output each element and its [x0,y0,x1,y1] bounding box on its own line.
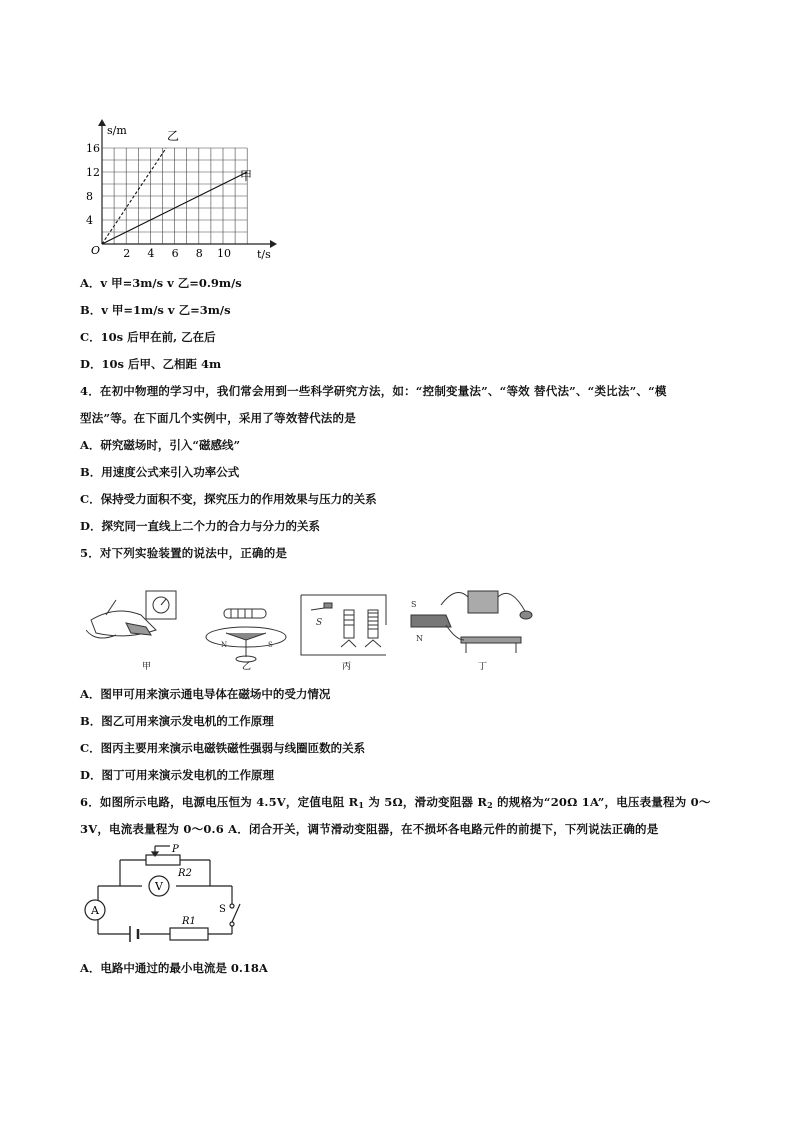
q5-option-c: C．图丙主要用来演示电磁铁磁性强弱与线圈匝数的关系 [80,741,366,755]
q6-stem-part2: 为 5Ω，滑动变阻器 R [364,795,488,809]
svg-text:S: S [316,618,323,628]
q5-option-a: A．图甲可用来演示通电导体在磁场中的受力情况 [80,687,331,701]
figure-yi [206,609,286,662]
q6-option-a: A．电路中通过的最小电流是 0.18A [80,961,268,975]
y-tick-label: 12 [86,166,100,179]
q4-option-d: D．探究同一直线上二个力的合力与分力的关系 [80,519,320,533]
q6-stem-part3: 的规格为“20Ω 1A”，电压表量程为 0～ [492,795,711,809]
svg-text:S: S [268,641,273,649]
voltmeter-label: V [155,880,163,893]
q4-stem-line1: 4．在初中物理的学习中，我们常会用到一些科学研究方法，如：“控制变量法”、“等效 替代法”、“类比法”、“模 [80,384,667,398]
x-axis-label: t/s [257,248,271,261]
svg-text:S: S [411,600,417,609]
y-tick-label: 16 [86,142,100,155]
svg-text:N: N [416,634,423,643]
graph-grid [102,148,247,244]
figure-ding [411,591,532,653]
y-tick-label: 4 [86,214,93,227]
x-tick-label: 8 [195,247,203,260]
y-tick-labels [86,142,100,227]
ammeter-label: A [91,904,99,917]
y-tick-label: 8 [86,190,93,203]
figure-jia [86,591,176,638]
figure-label-ding: 丁 [478,662,488,670]
q5-apparatus-figures [86,585,556,670]
svg-text:N: N [221,641,228,649]
slider-label-p: P [172,844,179,855]
x-tick-labels [123,247,231,260]
q5-option-b: B．图乙可用来演示发电机的工作原理 [80,714,274,728]
resistor-label-r2: R2 [178,868,192,879]
q6-circuit-diagram [80,842,245,952]
figure-label-jia: 甲 [142,662,152,670]
x-tick-label: 4 [147,247,155,260]
q4-option-c: C．保持受力面积不变，探究压力的作用效果与压力的关系 [80,492,377,506]
r1-subscript: 1 [358,800,365,810]
q4-option-b: B．用速度公式来引入功率公式 [80,465,240,479]
q4-option-a: A．研究磁场时，引入“磁感线” [80,438,241,452]
q5-option-d: D．图丁可用来演示发电机的工作原理 [80,768,274,782]
figure-bing [301,595,386,655]
q4-stem-line2: 型法”等。在下面几个实例中，采用了等效替代法的是 [80,411,356,425]
x-tick-label: 6 [171,247,179,260]
origin-label: O [91,244,101,257]
x-tick-label: 10 [217,247,231,260]
q6-stem-line1 [80,794,711,810]
q3-option-a: A．v 甲=3m/s v 乙=0.9m/s [80,276,242,290]
r2-subscript: 2 [487,800,493,810]
line-label-yi: 乙 [167,129,180,143]
st-graph [80,118,280,263]
graph-axes [98,119,277,248]
q3-option-d: D．10s 后甲、乙相距 4m [80,357,222,371]
resistor-label-r1: R1 [182,916,196,927]
switch-label-s: S [219,904,226,915]
q6-stem-part1: 6．如图所示电路，电源电压恒为 4.5V，定值电阻 R [80,795,359,809]
figure-label-bing: 丙 [342,662,352,670]
q5-stem: 5．对下列实验装置的说法中，正确的是 [80,546,288,560]
q6-stem-line2: 3V，电流表量程为 0～0.6 A．闭合开关，调节滑动变阻器，在不损坏各电路元件的前提下，下列说法正确的是 [80,822,659,836]
line-label-jia: 甲 [240,169,253,183]
x-tick-label: 2 [123,247,131,260]
y-axis-label: s/m [107,124,127,137]
figure-label-yi: 乙 [242,662,252,670]
q3-option-c: C．10s 后甲在前, 乙在后 [80,330,216,344]
q3-option-b: B．v 甲=1m/s v 乙=3m/s [80,303,231,317]
